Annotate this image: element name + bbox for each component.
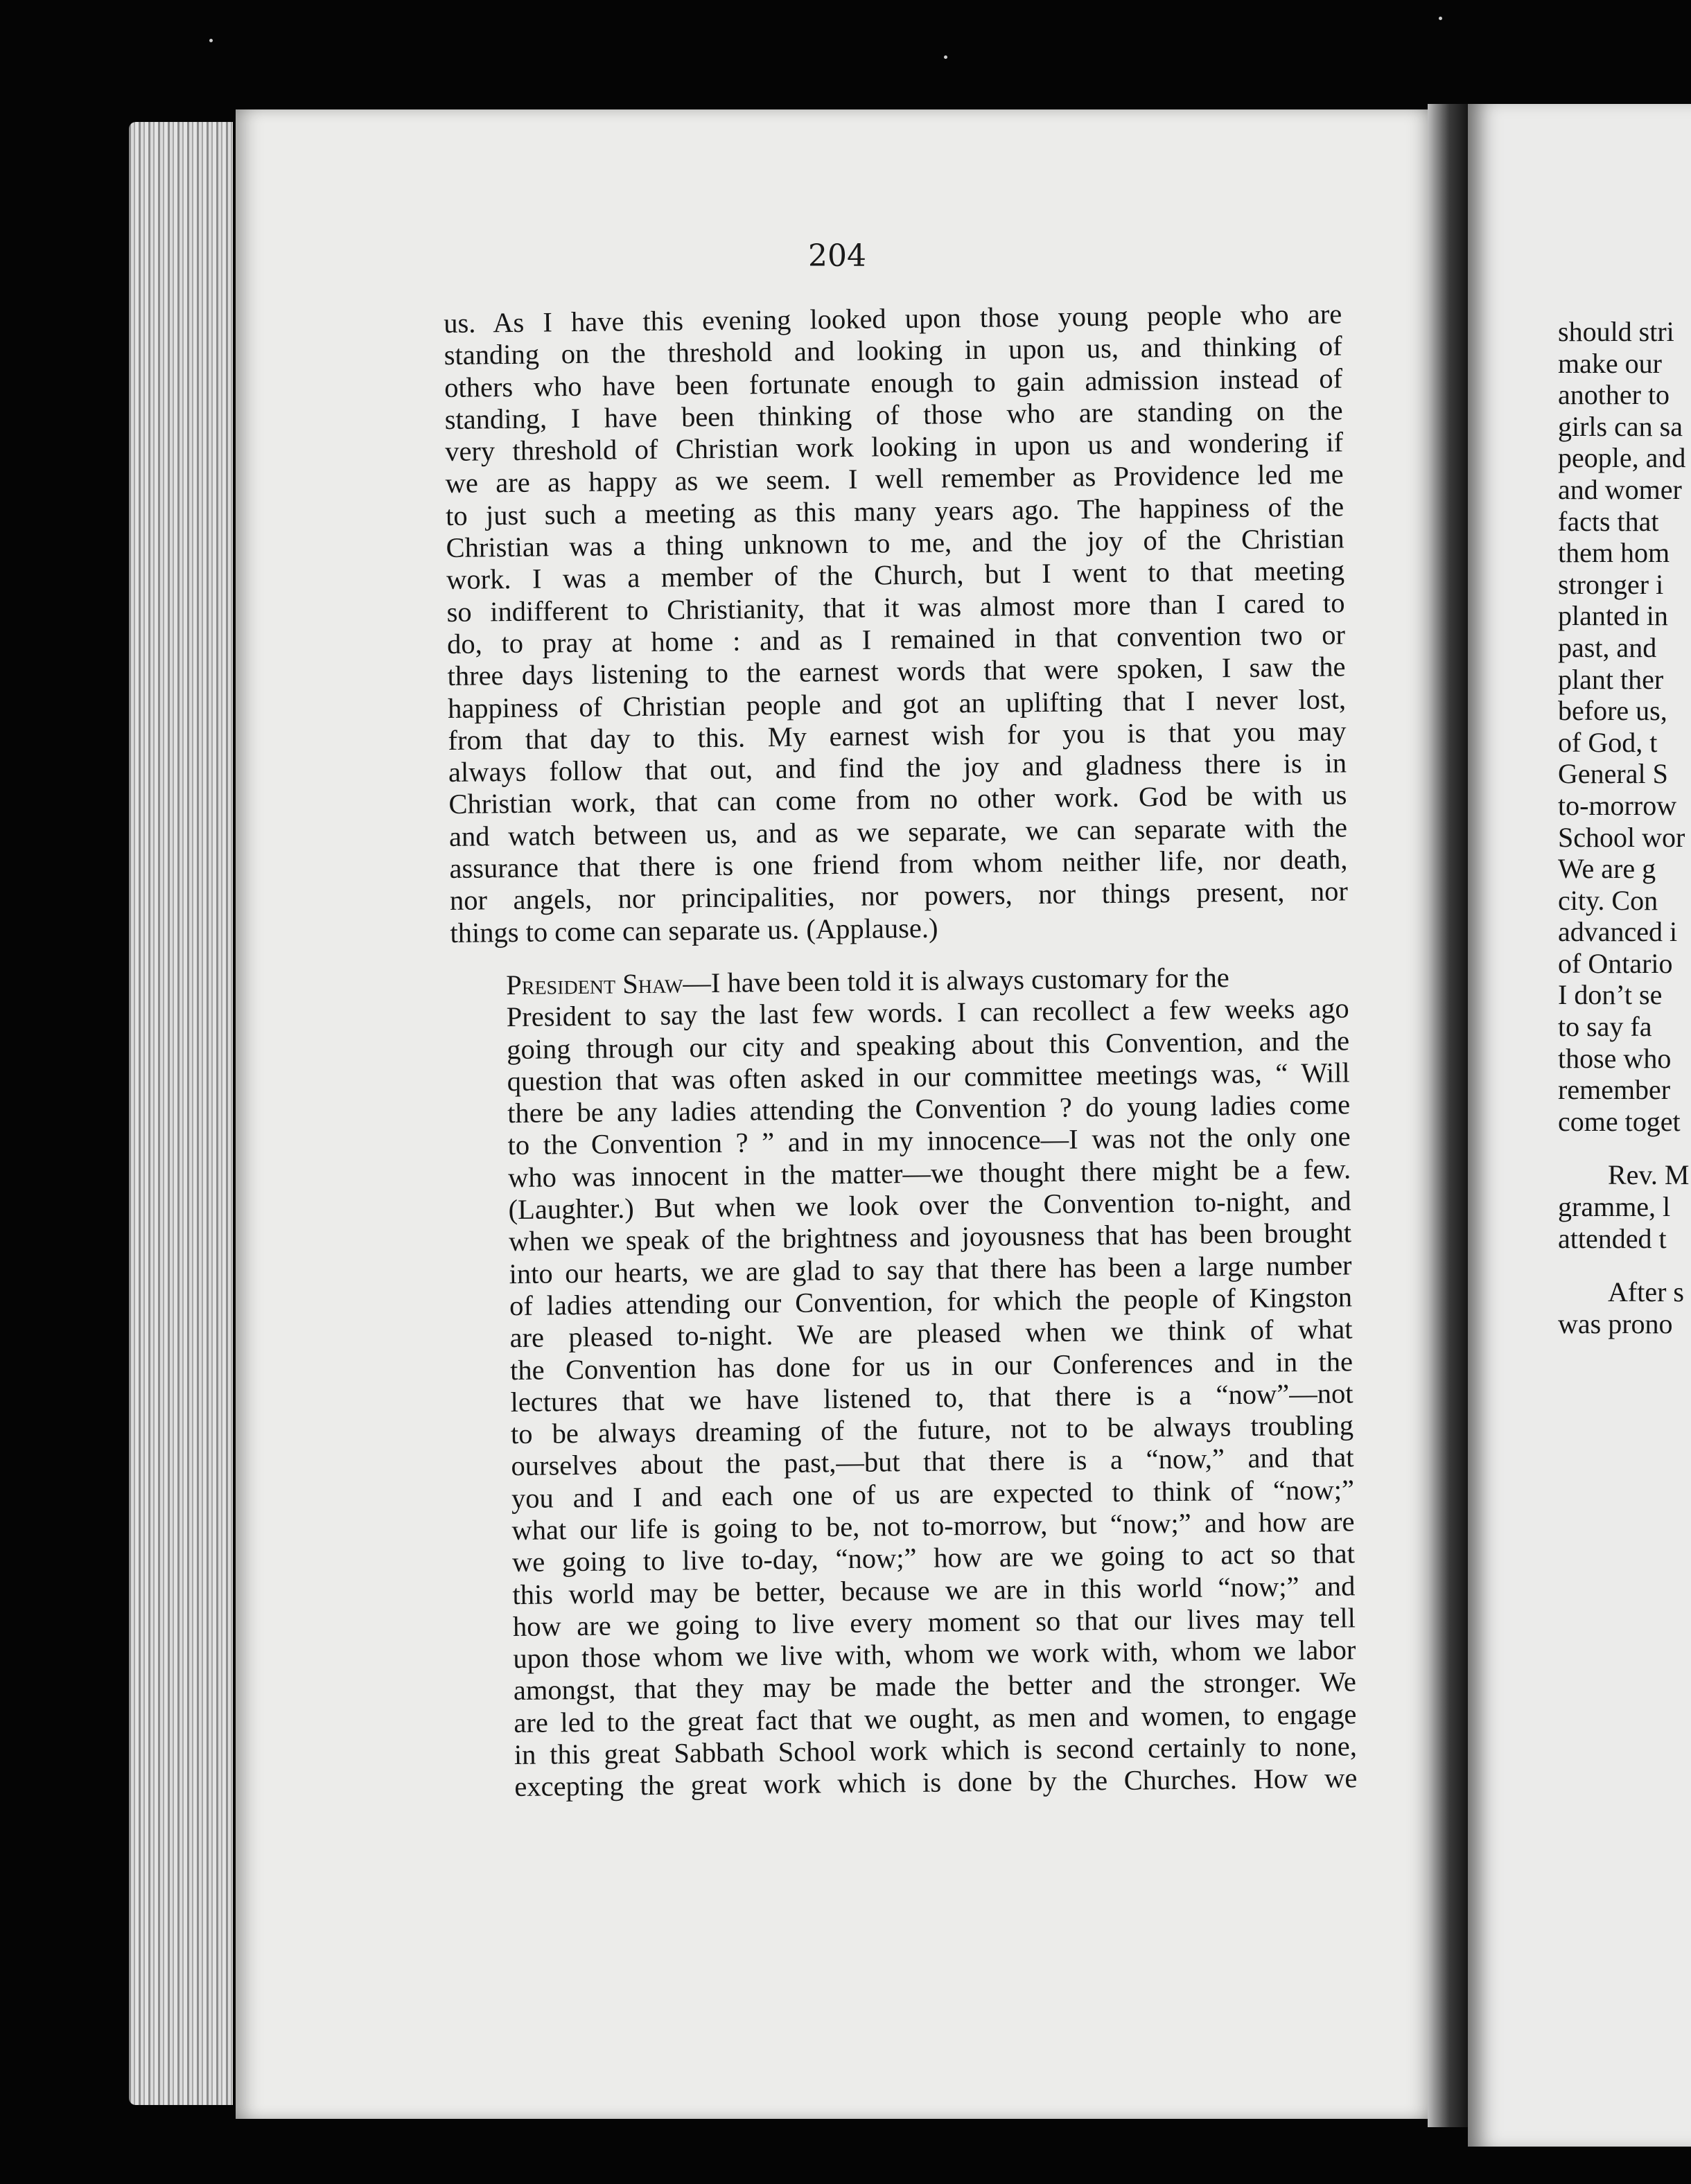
- text-line: was prono: [1558, 1307, 1673, 1339]
- text-line: After s: [1608, 1276, 1684, 1308]
- text-line: and womer: [1558, 473, 1682, 505]
- text-line: excepting the great work which is done by the Churches. How we: [514, 1762, 1358, 1803]
- text-line: standing on the threshold and looking in upon us, and thinking of: [444, 330, 1342, 371]
- text-line: those who: [1558, 1042, 1672, 1074]
- text-line: people, and: [1558, 442, 1686, 474]
- text-line: city. Con: [1558, 884, 1658, 916]
- text-line: to the Convention ? ” and in my innocence—I was not the only one: [507, 1120, 1351, 1161]
- scan-speck: [209, 39, 213, 42]
- text-line: girls can sa: [1558, 410, 1683, 442]
- text-line: work. I was a member of the Church, but I went to that meeting: [446, 554, 1345, 596]
- text-line: three days listening to the earnest words that were spoken, I saw the: [447, 651, 1346, 692]
- text-line: remember: [1558, 1074, 1671, 1106]
- book-page-edges: [129, 122, 233, 2105]
- text-line: things to come can separate us. (Applause.): [450, 912, 938, 949]
- text-line: (Laughter.) But when we look over the Convention to-night, and: [508, 1185, 1351, 1226]
- text-line: to be always dreaming of the future, not to be always troubling: [510, 1409, 1354, 1450]
- text-line: to just such a meeting as this many years ago. The happiness of the: [445, 491, 1344, 531]
- text-line: when we speak of the brightness and joyousness that has been brought: [508, 1217, 1352, 1258]
- text-line: gramme, l: [1558, 1191, 1671, 1223]
- paragraph-1: [444, 298, 1349, 949]
- right-text-block-3b: [1558, 1308, 1689, 1340]
- text-line: question that was often asked in our committee meetings was, “ Will: [507, 1057, 1350, 1097]
- text-line: planted in: [1558, 600, 1668, 632]
- text-line: of Ontario: [1558, 947, 1673, 979]
- text-line: this world may be better, because we are in this world “now;” and: [512, 1569, 1356, 1610]
- right-text-block-2: [1558, 1159, 1689, 1191]
- text-line: past, and: [1558, 631, 1657, 663]
- text-line: very threshold of Christian work looking in upon us and wondering if: [444, 426, 1344, 468]
- text-line: assurance that there is one friend from whom neither life, nor death,: [449, 843, 1348, 885]
- text-line: them hom: [1558, 537, 1670, 569]
- text-line: to say fa: [1558, 1011, 1652, 1043]
- text-line: School wor: [1558, 821, 1685, 853]
- text-line: from that day to this. My earnest wish for you is that you may: [448, 715, 1347, 756]
- text-line: stronger i: [1558, 568, 1664, 600]
- page-number: 204: [808, 238, 866, 274]
- text-line: come toget: [1558, 1105, 1681, 1137]
- text-line: you and I and each one of us are expected to think of “now;”: [511, 1474, 1355, 1514]
- text-line: lectures that we have listened to, that there is a “now”—not: [510, 1377, 1353, 1418]
- scan-speck: [1439, 17, 1442, 20]
- text-line: what our life is going to be, not to-morrow, but “now;” and how are: [511, 1506, 1355, 1547]
- right-page: [1468, 104, 1691, 2147]
- text-line: who was innocent in the matter—we thought there might be a few.: [507, 1153, 1351, 1193]
- text-line: happiness of Christian people and got an uplifting that I never lost,: [447, 682, 1347, 724]
- text-line: another to: [1558, 379, 1670, 411]
- text-line: are led to the great fact that we ought, as men and women, to engage: [514, 1698, 1357, 1738]
- text-line: to-morrow: [1558, 789, 1677, 821]
- text-line: always follow that out, and find the joy and gladness there is in: [448, 747, 1347, 789]
- text-line: are pleased to-night. We are pleased when we think of what: [509, 1313, 1353, 1354]
- text-line: of God, t: [1558, 726, 1658, 758]
- text-line: amongst, that they may be made the better and the stronger. We: [513, 1666, 1357, 1707]
- text-line: Christian was a thing unknown to me, and the joy of the Christian: [446, 522, 1344, 564]
- text-line: facts that: [1558, 505, 1659, 537]
- right-page-text: [1558, 316, 1689, 1339]
- text-line: I don’t se: [1558, 979, 1663, 1011]
- text-line: and watch between us, and as we separate, we can separate with the: [448, 811, 1348, 852]
- text-line: should stri: [1558, 316, 1674, 347]
- text-line: we are as happy as we seem. I well remember as Providence led me: [445, 458, 1344, 500]
- text-line: plant ther: [1558, 663, 1664, 695]
- text-line: President to say the last few words. I can recollect a few weeks ago: [506, 992, 1349, 1033]
- text-line: we going to live to-day, “now;” how are we going to act so that: [511, 1538, 1356, 1578]
- speaker-name: President Shaw: [506, 967, 683, 1001]
- text-line: the Convention has done for us in our Conferences and in the: [509, 1345, 1353, 1386]
- text-line: standing, I have been thinking of those who are standing on the: [444, 394, 1343, 435]
- right-text-block-3: [1558, 1276, 1689, 1308]
- text-line: make our: [1558, 347, 1662, 379]
- text-line: upon those whom we live with, whom we work with, whom we labor: [513, 1634, 1356, 1675]
- right-text-block-2b: [1558, 1191, 1689, 1254]
- paragraph-2: [450, 960, 1358, 1804]
- text-line: so indifferent to Christianity, that it was almost more than I cared to: [446, 587, 1345, 628]
- text-line: in this great Sabbath School work which is second certainly to none,: [514, 1730, 1358, 1771]
- text-line: of ladies attending our Convention, for which the people of Kingston: [509, 1281, 1353, 1321]
- text-line: Rev. M: [1608, 1159, 1690, 1191]
- right-text-block-1: [1558, 316, 1689, 1137]
- text-line: ourselves about the past,—but that there is a “now,” and that: [511, 1441, 1354, 1482]
- text-line: us. As I have this evening looked upon those young people who are: [444, 298, 1342, 339]
- body-text: [444, 298, 1358, 1804]
- text-line: how are we going to live every moment so that our lives may tell: [512, 1602, 1356, 1642]
- text-line: nor angels, nor principalities, nor powers, nor things present, nor: [449, 875, 1349, 917]
- text-line: Christian work, that can come from no other work. God be with us: [448, 779, 1347, 820]
- text-line: advanced i: [1558, 916, 1678, 948]
- text-line: We are g: [1558, 853, 1656, 885]
- scan-speck: [944, 55, 947, 59]
- text-line: General S: [1558, 758, 1668, 790]
- text-line: going through our city and speaking about this Convention, and the: [506, 1024, 1350, 1065]
- left-page: [236, 109, 1439, 2119]
- text-line: into our hearts, we are glad to say that there has been a large number: [509, 1249, 1352, 1289]
- text-line: others who have been fortunate enough to gain admission instead of: [444, 362, 1343, 403]
- text-line: do, to pray at home : and as I remained in that convention two or: [446, 619, 1346, 660]
- text-line: before us,: [1558, 695, 1667, 727]
- text-line: —I have been told it is always customary for the: [683, 962, 1229, 999]
- text-line: attended t: [1558, 1222, 1667, 1254]
- text-line: there be any ladies attending the Convention ? do young ladies come: [507, 1089, 1351, 1129]
